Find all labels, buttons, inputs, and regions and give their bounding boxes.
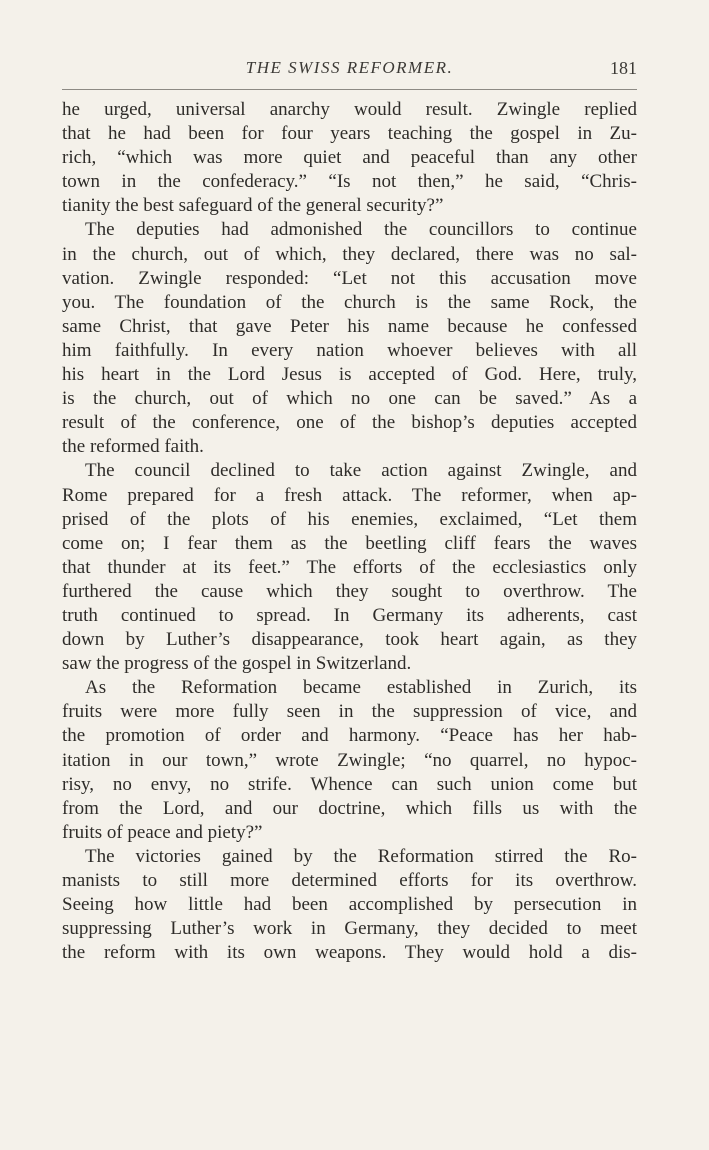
- text-line: The victories gained by the Reformation stirred the Ro-: [85, 845, 637, 867]
- text-line: is the church, out of which no one can be saved.” As a: [62, 388, 637, 410]
- running-title: THE SWISS REFORMER.: [245, 58, 454, 77]
- paragraph: [62, 459, 637, 676]
- header-rule: [62, 89, 637, 90]
- text-line: vation. Zwingle responded: “Let not this accusation move: [62, 267, 637, 289]
- text-line: him faithfully. In every nation whoever believes with all: [62, 339, 637, 361]
- paragraph: [62, 845, 637, 965]
- text-line: the reform with its own weapons. They would hold a dis-: [62, 942, 637, 964]
- text-line: in the church, out of which, they declared, there was no sal-: [62, 243, 637, 265]
- text-line: same Christ, that gave Peter his name because he confessed: [62, 315, 637, 337]
- paragraph: [62, 218, 637, 459]
- text-line: The council declined to take action against Zwingle, and: [85, 460, 637, 482]
- text-line: saw the progress of the gospel in Switzerland.: [62, 653, 412, 675]
- text-line: As the Reformation became established in Zurich, its: [85, 677, 637, 699]
- text-line: the promotion of order and harmony. “Peace has her hab-: [62, 725, 637, 747]
- text-line: The deputies had admonished the councillors to continue: [85, 219, 637, 241]
- text-line: manists to still more determined efforts for its overthrow.: [62, 870, 637, 891]
- text-line: come on; I fear them as the beetling cliff fears the waves: [62, 532, 637, 554]
- page-header: [62, 58, 637, 84]
- text-line: rich, “which was more quiet and peaceful than any other: [62, 147, 637, 169]
- text-line: that thunder at its feet.” The efforts of the ecclesiastics only: [62, 556, 637, 578]
- text-line: he urged, universal anarchy would result. Zwingle replied: [62, 99, 637, 120]
- paragraph: [62, 98, 637, 218]
- body-text: [62, 98, 637, 965]
- text-line: tianity the best safeguard of the general security?”: [62, 195, 444, 217]
- text-line: the reformed faith.: [62, 436, 204, 458]
- text-line: Rome prepared for a fresh attack. The reformer, when ap-: [62, 484, 637, 506]
- text-line: risy, no envy, no strife. Whence can such union come but: [62, 773, 637, 795]
- text-line: from the Lord, and our doctrine, which fills us with the: [62, 797, 637, 819]
- text-line: that he had been for four years teaching the gospel in Zu-: [62, 123, 637, 145]
- text-line: result of the conference, one of the bishop’s deputies accepted: [62, 412, 637, 434]
- text-line: down by Luther’s disappearance, took heart again, as they: [62, 629, 637, 651]
- text-line: suppressing Luther’s work in Germany, they decided to meet: [62, 918, 637, 940]
- text-line: fruits of peace and piety?”: [62, 821, 263, 843]
- page-number: 181: [610, 58, 637, 78]
- text-line: his heart in the Lord Jesus is accepted of God. Here, truly,: [62, 364, 637, 386]
- text-line: town in the confederacy.” “Is not then,” he said, “Chris-: [62, 171, 637, 193]
- text-line: you. The foundation of the church is the same Rock, the: [62, 291, 637, 313]
- paragraph: [62, 676, 637, 845]
- text-line: truth continued to spread. In Germany its adherents, cast: [62, 604, 637, 626]
- text-line: itation in our town,” wrote Zwingle; “no quarrel, no hypoc-: [62, 749, 637, 771]
- text-line: fruits were more fully seen in the suppression of vice, and: [62, 701, 637, 723]
- text-line: prised of the plots of his enemies, exclaimed, “Let them: [62, 508, 637, 530]
- text-line: Seeing how little had been accomplished by persecution in: [62, 894, 637, 916]
- text-line: furthered the cause which they sought to overthrow. The: [62, 580, 637, 602]
